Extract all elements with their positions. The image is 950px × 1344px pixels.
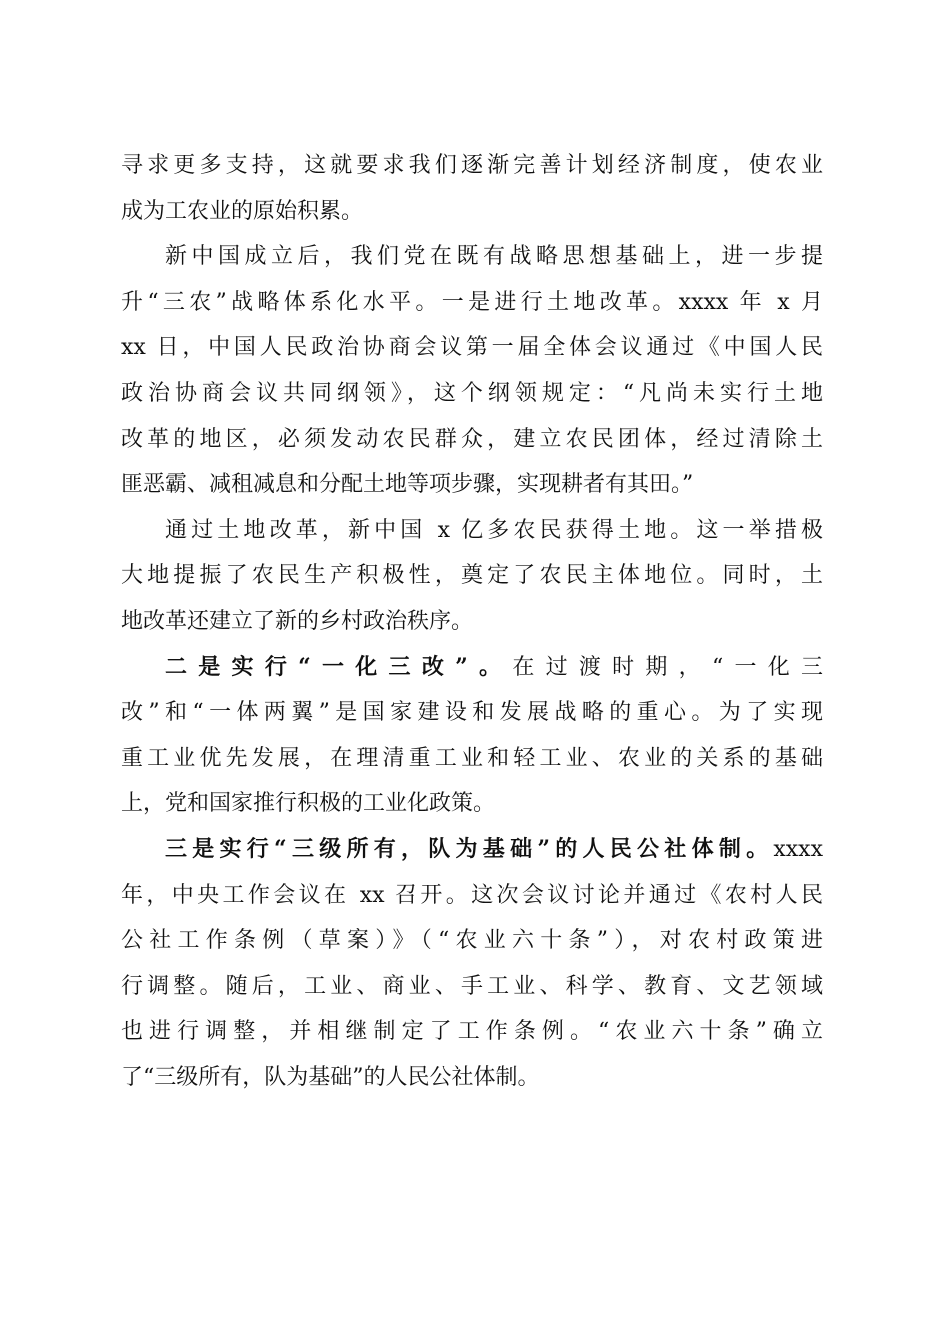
paragraph-line: 行调整。随后，工业、商业、手工业、科学、教育、文艺领域 [121, 973, 823, 999]
paragraph-line: 改革的地区，必须发动农民群众，建立农民团体，经过清除土 [121, 426, 823, 452]
paragraph-line-rest: xxxx [773, 836, 823, 862]
paragraph-lead-heading: 二是实行“一化三改”。 [165, 653, 513, 680]
paragraph-line: 政治协商会议共同纲领》，这个纲领规定：“凡尚未实行土地 [121, 380, 823, 406]
paragraph-3 [121, 508, 823, 645]
paragraph-first-line [121, 827, 823, 873]
paragraph-line: 年，中央工作会议在 xx 召开。这次会议讨论并通过《农村人民 [121, 882, 823, 908]
paragraph-line: xx 日，中国人民政治协商会议第一届全体会议通过《中国人民 [121, 335, 823, 361]
paragraph-line: 也进行调整，并相继制定了工作条例。“农业六十条”确立 [121, 1019, 823, 1045]
paragraph-line-rest: 在过渡时期，“一化三 [512, 654, 824, 680]
paragraph-line: 公社工作条例（草案）》（“农业六十条”），对农村政策进 [121, 928, 823, 954]
paragraph-5 [121, 827, 823, 1101]
paragraph-first-line [121, 645, 823, 691]
paragraph-line: 了“三级所有，队为基础”的人民公社体制。 [121, 1064, 540, 1090]
paragraph-line: 大地提振了农民生产积极性，奠定了农民主体地位。同时，土 [121, 563, 823, 589]
paragraph-line: 上，党和国家推行积极的工业化政策。 [121, 791, 496, 817]
paragraph-line: 成为工农业的原始积累。 [121, 198, 364, 224]
paragraph-line: 升“三农”战略体系化水平。一是进行土地改革。xxxx 年 x 月 [121, 289, 823, 315]
paragraph-line: 匪恶霸、减租减息和分配土地等项步骤，实现耕者有其田。” [121, 472, 694, 498]
paragraph-1 [121, 143, 823, 234]
paragraph-line: 通过土地改革，新中国 x 亿多农民获得土地。这一举措极 [165, 517, 823, 543]
paragraph-2 [121, 234, 823, 508]
document-body [121, 143, 823, 1100]
paragraph-4 [121, 645, 823, 827]
paragraph-line: 新中国成立后，我们党在既有战略思想基础上，进一步提 [165, 244, 823, 270]
paragraph-line: 地改革还建立了新的乡村政治秩序。 [121, 608, 474, 634]
paragraph-line: 改”和“一体两翼”是国家建设和发展战略的重心。为了实现 [121, 700, 823, 726]
paragraph-line: 重工业优先发展，在理清重工业和轻工业、农业的关系的基础 [121, 745, 823, 771]
paragraph-line: 寻求更多支持，这就要求我们逐渐完善计划经济制度，使农业 [121, 153, 823, 178]
paragraph-lead-heading: 三是实行“三级所有，队为基础”的人民公社体制。 [165, 835, 774, 862]
